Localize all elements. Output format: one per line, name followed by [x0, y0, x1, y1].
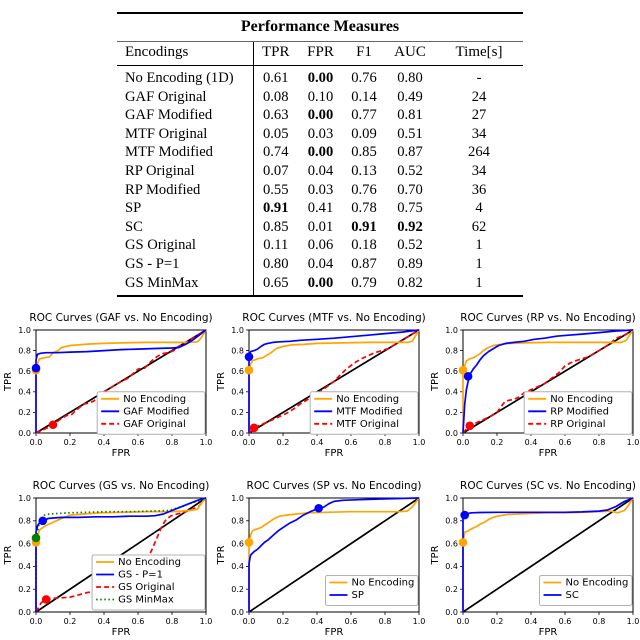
- cell-value: 0.82: [397, 274, 423, 291]
- cell-value: 0.65: [253, 274, 298, 296]
- x-tick-label: 0.4: [524, 617, 538, 626]
- legend-label: GS Original: [118, 582, 175, 593]
- y-tick-label: 0.2: [445, 585, 458, 594]
- table-row: [117, 162, 523, 181]
- legend-label: No Encoding: [336, 393, 400, 405]
- cell-value: 0.51: [397, 125, 423, 142]
- performance-table: [117, 12, 523, 297]
- y-tick-label: 0.0: [231, 428, 244, 438]
- cell-encoding-name: RP Modified: [125, 181, 201, 198]
- y-tick-label: 0.6: [231, 539, 244, 549]
- cell-value: 0.03: [307, 181, 334, 198]
- y-tick-label: 0.8: [231, 346, 244, 356]
- plot-title: ROC Curves (RP vs. No Encoding): [460, 312, 636, 324]
- cell-value: 0.92: [397, 218, 423, 235]
- operating-point-marker: [459, 538, 468, 547]
- operating-point-marker: [245, 352, 254, 361]
- cell-encoding-name: MTF Original: [125, 125, 208, 142]
- cell-value: 1: [475, 274, 483, 291]
- x-tick-label: 1.0: [626, 438, 640, 447]
- x-axis-label: FPR: [538, 448, 558, 459]
- legend-label: SP: [351, 590, 364, 602]
- y-tick-label: 0.4: [445, 562, 458, 572]
- cell-encoding-name: MTF Modified: [125, 144, 213, 161]
- cell-encoding-name: SC: [125, 218, 143, 235]
- legend-label: No Encoding: [550, 393, 614, 405]
- roc-plot-rp: [427, 303, 640, 470]
- cell-value: 0.91: [253, 199, 298, 218]
- cell-value: 0.08: [253, 88, 298, 107]
- measures-table: [117, 42, 523, 295]
- cell-value: 0.01: [307, 218, 334, 235]
- y-tick-label: 1.0: [18, 493, 31, 503]
- cell-value: 264: [468, 144, 490, 161]
- y-axis-label: TPR: [3, 371, 14, 392]
- x-tick-label: 0.2: [63, 617, 77, 626]
- y-tick-label: 0.0: [445, 428, 458, 438]
- cell-value: 0.85: [253, 218, 298, 237]
- legend-label: GAF Modified: [123, 406, 190, 418]
- x-tick-label: 1.0: [199, 617, 213, 626]
- table-row: [117, 255, 523, 274]
- table-title: Performance Measures: [117, 14, 523, 42]
- cell-value: 0.04: [307, 255, 334, 272]
- col-header-tpr: TPR: [253, 42, 298, 66]
- y-tick-label: 0.4: [445, 387, 458, 397]
- legend-label: GS MinMax: [118, 594, 174, 606]
- cell-value: 0.76: [351, 181, 377, 198]
- cell-value: 0.13: [351, 162, 377, 179]
- cell-value: 1: [475, 255, 483, 272]
- operating-point-marker: [49, 420, 58, 429]
- legend-label: No Encoding: [123, 393, 187, 405]
- x-tick-label: 0.6: [131, 617, 145, 626]
- operating-point-marker: [245, 366, 254, 375]
- cell-value: 0.18: [351, 237, 377, 254]
- cell-value: 0.11: [253, 236, 298, 255]
- table-body: [117, 66, 523, 296]
- x-axis-label: FPR: [538, 627, 558, 638]
- cell-value: 34: [471, 125, 487, 142]
- plot-title: ROC Curves (SP vs. No Encoding): [246, 480, 422, 492]
- table-row: [117, 106, 523, 125]
- operating-point-marker: [460, 511, 469, 520]
- x-axis-label: FPR: [111, 627, 131, 638]
- cell-value: 0.05: [253, 125, 298, 144]
- y-tick-label: 1.0: [445, 493, 458, 503]
- cell-value: 0.74: [253, 143, 298, 162]
- operating-point-marker: [466, 421, 475, 430]
- cell-value: -: [476, 70, 482, 86]
- cell-value: 24: [471, 88, 487, 105]
- y-tick-label: 0.0: [231, 607, 244, 617]
- y-tick-label: 1.0: [231, 493, 244, 503]
- operating-point-marker: [245, 538, 254, 547]
- roc-plot-cell-gs: [0, 470, 213, 640]
- y-tick-label: 0.6: [18, 539, 31, 549]
- y-tick-label: 0.6: [445, 367, 458, 376]
- y-tick-label: 1.0: [445, 325, 458, 335]
- table-row: [117, 181, 523, 200]
- cell-value: 0.14: [351, 88, 377, 105]
- x-tick-label: 0.2: [490, 438, 504, 447]
- y-axis-label: TPR: [216, 371, 227, 392]
- y-tick-label: 0.2: [18, 408, 31, 418]
- x-tick-label: 0.8: [378, 617, 392, 626]
- col-header-time: Time[s]: [435, 42, 523, 66]
- operating-point-marker: [32, 364, 41, 373]
- table-header-row: [117, 42, 523, 66]
- cell-value: 0.91: [351, 218, 377, 235]
- cell-value: 62: [471, 218, 487, 235]
- legend-label: No Encoding: [565, 577, 629, 589]
- x-tick-label: 1.0: [199, 438, 213, 447]
- x-tick-label: 0.2: [63, 438, 77, 447]
- x-tick-label: 0.6: [344, 617, 358, 626]
- table-row: [117, 88, 523, 107]
- y-tick-label: 0.8: [445, 516, 458, 526]
- operating-point-marker: [32, 534, 41, 543]
- x-axis-label: FPR: [324, 627, 344, 638]
- y-tick-label: 0.4: [231, 387, 244, 397]
- x-tick-label: 0.8: [592, 438, 606, 447]
- cell-value: 0.52: [397, 237, 423, 254]
- cell-value: 0.10: [307, 88, 334, 105]
- cell-value: 0.52: [397, 162, 423, 179]
- legend-label: RP Original: [550, 418, 606, 430]
- y-tick-label: 0.8: [231, 516, 244, 526]
- cell-value: 0.70: [397, 181, 423, 198]
- x-tick-label: 0.6: [344, 438, 358, 447]
- x-tick-label: 0.6: [558, 438, 572, 447]
- cell-value: 0.00: [307, 70, 334, 86]
- cell-value: 36: [471, 181, 487, 198]
- x-tick-label: 0.2: [276, 438, 290, 447]
- x-tick-label: 0.4: [97, 617, 111, 626]
- legend-label: GAF Original: [123, 418, 186, 430]
- roc-plot-sp: [213, 470, 426, 640]
- legend-label: GS - P=1: [118, 569, 163, 581]
- plot-title: ROC Curves (GAF vs. No Encoding): [29, 312, 213, 324]
- x-tick-label: 0.0: [29, 617, 43, 626]
- roc-plot-sc: [427, 470, 640, 640]
- cell-value: 0.55: [253, 181, 298, 200]
- x-tick-label: 0.8: [378, 438, 392, 447]
- y-axis-label: TPR: [430, 371, 441, 392]
- x-tick-label: 0.2: [276, 617, 290, 626]
- x-tick-label: 0.6: [558, 617, 572, 626]
- cell-encoding-name: GAF Modified: [125, 107, 213, 124]
- cell-encoding-name: SP: [125, 200, 142, 217]
- cell-value: 0.87: [397, 144, 423, 161]
- table-row: [117, 199, 523, 218]
- cell-encoding-name: No Encoding (1D): [125, 70, 234, 86]
- table-row: [117, 66, 523, 88]
- roc-plot-gaf: [0, 303, 213, 470]
- y-tick-label: 0.2: [231, 585, 244, 594]
- legend-label: SC: [565, 590, 579, 602]
- y-tick-label: 0.2: [231, 408, 244, 418]
- roc-plot-cell-rp: [427, 303, 640, 470]
- x-tick-label: 0.0: [242, 438, 256, 447]
- y-tick-label: 0.4: [18, 387, 31, 397]
- legend-label: RP Modified: [550, 406, 610, 418]
- x-tick-label: 0.4: [97, 438, 111, 447]
- x-tick-label: 1.0: [626, 617, 640, 626]
- x-tick-label: 0.8: [165, 438, 179, 447]
- x-tick-label: 0.8: [165, 617, 179, 626]
- plot-title: ROC Curves (MTF vs. No Encoding): [242, 312, 426, 324]
- col-header-encodings: Encodings: [117, 42, 253, 66]
- cell-value: 0.89: [397, 255, 423, 272]
- y-tick-label: 0.6: [231, 367, 244, 376]
- plot-title: ROC Curves (GS vs. No Encoding): [32, 480, 210, 492]
- cell-value: 0.80: [397, 70, 423, 86]
- roc-plot-mtf: [213, 303, 426, 470]
- legend-label: MTF Modified: [336, 406, 403, 418]
- operating-point-marker: [39, 517, 48, 526]
- x-tick-label: 0.2: [490, 617, 504, 626]
- y-tick-label: 0.8: [18, 346, 31, 356]
- legend-label: No Encoding: [118, 557, 181, 568]
- col-header-auc: AUC: [385, 42, 435, 66]
- y-tick-label: 0.8: [445, 346, 458, 356]
- legend-label: MTF Original: [336, 418, 400, 430]
- cell-value: 0.03: [307, 125, 334, 142]
- y-tick-label: 0.4: [231, 562, 244, 572]
- roc-plot-cell-sp: [213, 470, 426, 640]
- cell-value: 0.85: [351, 144, 377, 161]
- cell-value: 0.76: [351, 70, 377, 86]
- y-axis-label: TPR: [3, 545, 14, 565]
- cell-encoding-name: GAF Original: [125, 88, 207, 105]
- cell-value: 0.00: [307, 144, 334, 161]
- y-tick-label: 0.0: [18, 607, 31, 617]
- cell-encoding-name: GS MinMax: [125, 274, 199, 291]
- y-tick-label: 0.6: [445, 539, 458, 549]
- cell-value: 0.87: [351, 255, 377, 272]
- x-tick-label: 0.4: [310, 438, 324, 447]
- x-axis-label: FPR: [324, 448, 344, 459]
- cell-value: 0.00: [307, 274, 334, 291]
- operating-point-marker: [250, 424, 259, 433]
- cell-value: 34: [471, 162, 487, 179]
- operating-point-marker: [42, 595, 51, 604]
- table-row: [117, 274, 523, 296]
- operating-point-marker: [464, 372, 473, 381]
- col-header-f1: F1: [343, 42, 385, 66]
- x-tick-label: 1.0: [412, 438, 426, 447]
- cell-value: 0.77: [351, 107, 377, 124]
- y-tick-label: 0.4: [18, 562, 31, 572]
- y-axis-label: TPR: [216, 545, 227, 565]
- x-tick-label: 0.4: [310, 617, 324, 626]
- y-tick-label: 0.0: [445, 607, 458, 617]
- x-tick-label: 0.0: [29, 438, 43, 447]
- cell-value: 0.63: [253, 106, 298, 125]
- cell-value: 27: [471, 107, 487, 124]
- table-row: [117, 236, 523, 255]
- col-header-fpr: FPR: [298, 42, 343, 66]
- x-tick-label: 0.8: [592, 617, 606, 626]
- y-tick-label: 0.2: [445, 408, 458, 418]
- cell-value: 0.09: [351, 125, 377, 142]
- cell-value: 0.81: [397, 107, 423, 124]
- roc-plot-cell-mtf: [213, 303, 426, 470]
- cell-value: 0.49: [397, 88, 423, 105]
- cell-value: 0.75: [397, 200, 423, 217]
- cell-value: 0.41: [307, 200, 334, 217]
- x-tick-label: 0.4: [524, 438, 538, 447]
- plot-title: ROC Curves (SC vs. No Encoding): [460, 480, 636, 492]
- roc-plot-gs: [0, 470, 213, 640]
- y-tick-label: 1.0: [18, 325, 31, 335]
- cell-encoding-name: GS - P=1: [125, 255, 180, 272]
- cell-value: 0.04: [307, 162, 334, 179]
- x-tick-label: 0.0: [242, 617, 256, 626]
- cell-value: 0.61: [253, 66, 298, 88]
- cell-encoding-name: RP Original: [125, 162, 195, 179]
- x-tick-label: 1.0: [412, 617, 426, 626]
- y-tick-label: 0.0: [18, 428, 31, 438]
- cell-value: 0.79: [351, 274, 377, 291]
- cell-encoding-name: GS Original: [125, 237, 196, 254]
- cell-value: 0.06: [307, 237, 334, 254]
- cell-value: 0.00: [307, 107, 334, 124]
- x-tick-label: 0.6: [131, 438, 145, 447]
- legend-label: No Encoding: [351, 577, 415, 589]
- operating-point-marker: [314, 504, 323, 513]
- cell-value: 0.07: [253, 162, 298, 181]
- x-tick-label: 0.0: [456, 438, 470, 447]
- cell-value: 0.80: [253, 255, 298, 274]
- x-axis-label: FPR: [111, 448, 131, 459]
- table-row: [117, 125, 523, 144]
- roc-plot-cell-sc: [427, 470, 640, 640]
- cell-value: 0.78: [351, 200, 377, 217]
- y-tick-label: 0.8: [18, 516, 31, 526]
- y-tick-label: 0.2: [18, 585, 31, 594]
- y-tick-label: 1.0: [231, 325, 244, 335]
- roc-plot-cell-gaf: [0, 303, 213, 470]
- table-row: [117, 143, 523, 162]
- cell-value: 1: [475, 237, 483, 254]
- table-row: [117, 218, 523, 237]
- x-tick-label: 0.0: [456, 617, 470, 626]
- cell-value: 4: [475, 200, 483, 217]
- y-axis-label: TPR: [430, 545, 441, 565]
- y-tick-label: 0.6: [18, 367, 31, 376]
